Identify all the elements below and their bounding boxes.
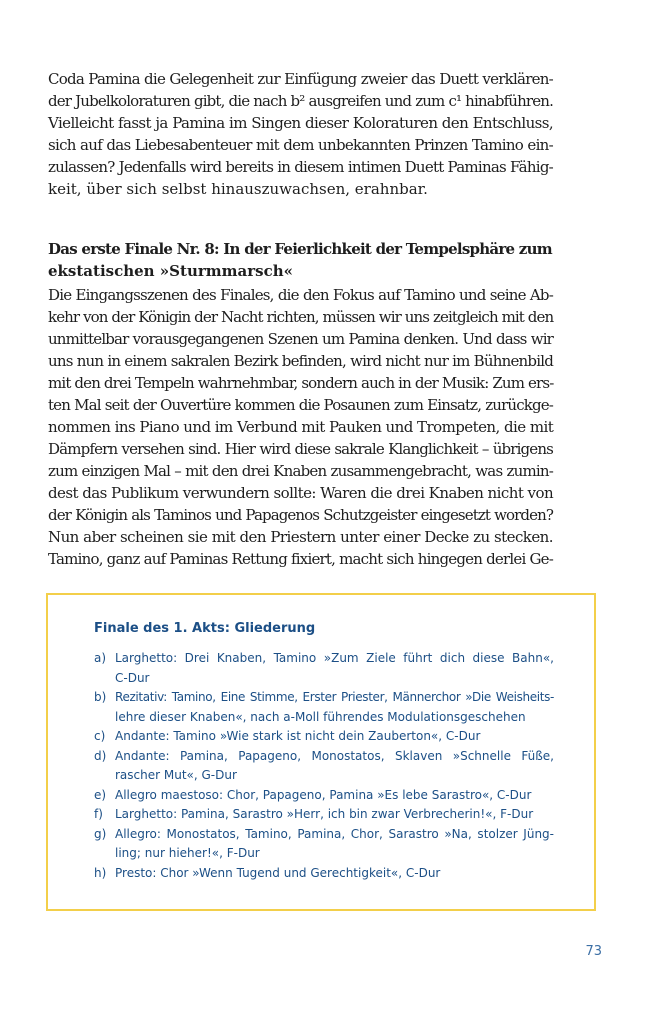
outline-text: Presto: Chor »Wenn Tugend und Gerechtigkeit«, C-Dur [115,865,441,880]
outline-text: Andante: Tamino »Wie stark ist nicht dein Zauberton«, C-Dur [115,729,481,743]
outline-marker: b) [94,690,107,704]
outline-text: Andante: Pamina, Papageno, Monostatos, Sklaven »Schnelle Füße, [115,748,554,763]
outline-marker: h) [94,865,107,880]
text-line: unmittelbar vorausgegangenen Szenen um Pamina denken. Und dass wir [48,330,553,348]
outline-text: Larghetto: Pamina, Sarastro »Herr, ich bin zwar Verbrecherin!«, F-Dur [115,807,534,821]
heading-line: ekstatischen »Sturmmarsch« [48,262,293,280]
text-line: Dämpfern versehen sind. Hier wird diese sakrale Klanglichkeit – übrigens [48,440,553,458]
text-line: Nun aber scheinen sie mit den Priestern unter einer Decke zu stecken. [48,528,553,546]
outline-text: C-Dur [115,670,150,685]
text-line: keit, über sich selbst hinauszuwachsen, erahnbar. [48,180,428,198]
outline-text: lehre dieser Knaben«, nach a-Moll führendes Modulationsgeschehen [115,709,526,724]
text-line: zulassen? Jedenfalls wird bereits in diesem intimen Duett Paminas Fähig- [48,158,553,176]
text-line: sich auf das Liebesabenteuer mit dem unbekannten Prinzen Tamino ein- [48,136,553,154]
info-box [46,593,596,911]
text-line: zum einzigen Mal – mit den drei Knaben zusammengebracht, was zumin- [48,462,553,480]
heading-line: Das erste Finale Nr. 8: In der Feierlichkeit der Tempelsphäre zum [48,240,552,258]
outline-item [94,688,554,727]
outline-marker: c) [94,729,106,743]
outline-item [94,805,554,825]
outline-text: Allegro maestoso: Chor, Papageno, Pamina »Es lebe Sarastro«, C-Dur [115,787,532,802]
text-line: der Königin als Taminos und Papagenos Schutzgeister eingesetzt worden? [48,506,553,524]
outline-item [94,727,554,747]
text-line: Coda Pamina die Gelegenheit zur Einfügung zweier das Duett verklären- [48,70,553,88]
info-box-title: Finale des 1. Akts: Gliederung [94,621,316,636]
text-line: ten Mal seit der Ouvertüre kommen die Posaunen zum Einsatz, zurückge- [48,396,553,414]
main-paragraph [48,284,553,570]
text-line: dest das Publikum verwundern sollte: Waren die drei Knaben nicht von [48,484,554,502]
outline-marker: f) [94,807,103,821]
text-line: nommen ins Piano und im Verbund mit Pauken und Trompeten, die mit [48,418,554,436]
outline-marker: d) [94,748,107,763]
intro-paragraph [48,68,553,200]
outline-text: Rezitativ: Tamino, Eine Stimme, Erster Priester, Männerchor »Die Weisheits- [115,690,554,704]
outline-item [94,825,554,864]
outline-list [94,649,554,883]
text-line: mit den drei Tempeln wahrnehmbar, sondern auch in der Musik: Zum ers- [48,374,554,392]
outline-text: ling; nur hieher!«, F-Dur [115,846,260,860]
text-line: uns nun in einem sakralen Bezirk befinden, wird nicht nur im Bühnenbild [48,352,553,370]
outline-item [94,649,554,688]
text-line: Vielleicht fasst ja Pamina im Singen dieser Koloraturen den Entschluss, [48,114,553,132]
section-heading [48,238,553,282]
outline-text: Larghetto: Drei Knaben, Tamino »Zum Ziele führt dich diese Bahn«, [115,651,554,665]
outline-marker: a) [94,651,107,665]
text-line: der Jubelkoloraturen gibt, die nach b² ausgreifen und zum c¹ hinabführen. [48,92,553,110]
outline-marker: e) [94,787,107,802]
text-line: kehr von der Königin der Nacht richten, müssen wir uns zeitgleich mit den [48,308,554,326]
outline-marker: g) [94,826,107,841]
outline-text: rascher Mut«, G-Dur [115,768,237,782]
outline-item [94,786,554,806]
text-line: Die Eingangsszenen des Finales, die den Fokus auf Tamino und seine Ab- [48,286,553,304]
outline-item [94,864,554,884]
outline-text: Allegro: Monostatos, Tamino, Pamina, Chor, Sarastro »Na, stolzer Jüng- [115,826,554,841]
page-number: 73 [585,944,602,959]
outline-item [94,747,554,786]
text-line: Tamino, ganz auf Paminas Rettung fixiert, macht sich hingegen derlei Ge- [48,550,553,568]
